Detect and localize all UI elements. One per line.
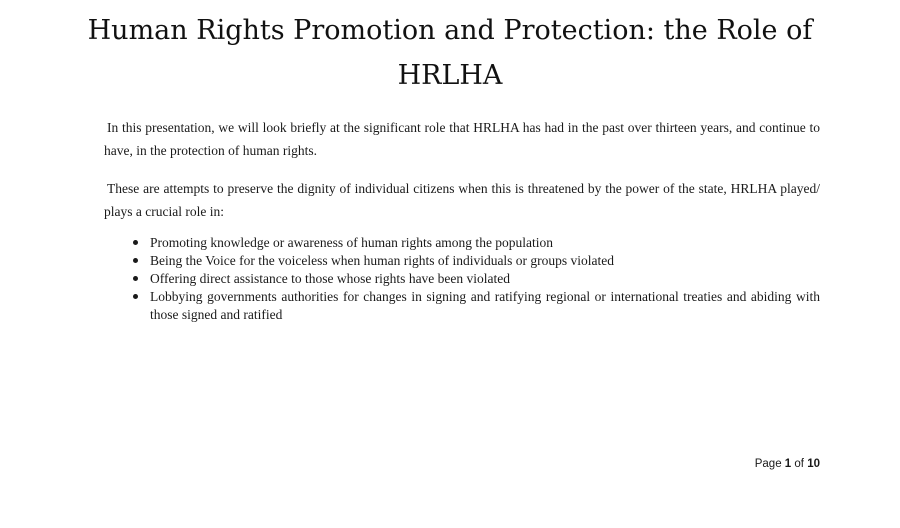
bullet-item-promoting-knowledge: Promoting knowledge or awareness of human rights among the population — [150, 234, 820, 252]
current-page-number: 1 — [784, 458, 792, 470]
context-paragraph: These are attempts to preserve the dignity of individual citizens when this is threatened by the power of the state, HRLHA played/ plays a crucial role in: — [104, 181, 820, 219]
bullet-item-lobbying-governments: Lobbying governments authorities for changes in signing and ratifying regional or international treaties and abiding with those signed and ratified — [150, 289, 820, 322]
bullet-item-voice-for-voiceless: Being the Voice for the voiceless when human rights of individuals or groups violated — [150, 252, 820, 270]
bullet-item-direct-assistance: Offering direct assistance to those whose rights have been violated — [150, 270, 820, 288]
page-number-footer — [755, 458, 820, 470]
role-bullet-list — [150, 234, 820, 324]
document-title: Human Rights Promotion and Protection: the Role of HRLHA — [87, 15, 813, 91]
total-pages-number: 10 — [807, 458, 820, 470]
intro-paragraph: In this presentation, we will look briefly at the significant role that HRLHA has had in the past over thirteen years, and continue to have, in the protection of human rights. — [104, 120, 820, 158]
of-word: of — [794, 458, 804, 470]
page-word: Page — [754, 458, 782, 470]
